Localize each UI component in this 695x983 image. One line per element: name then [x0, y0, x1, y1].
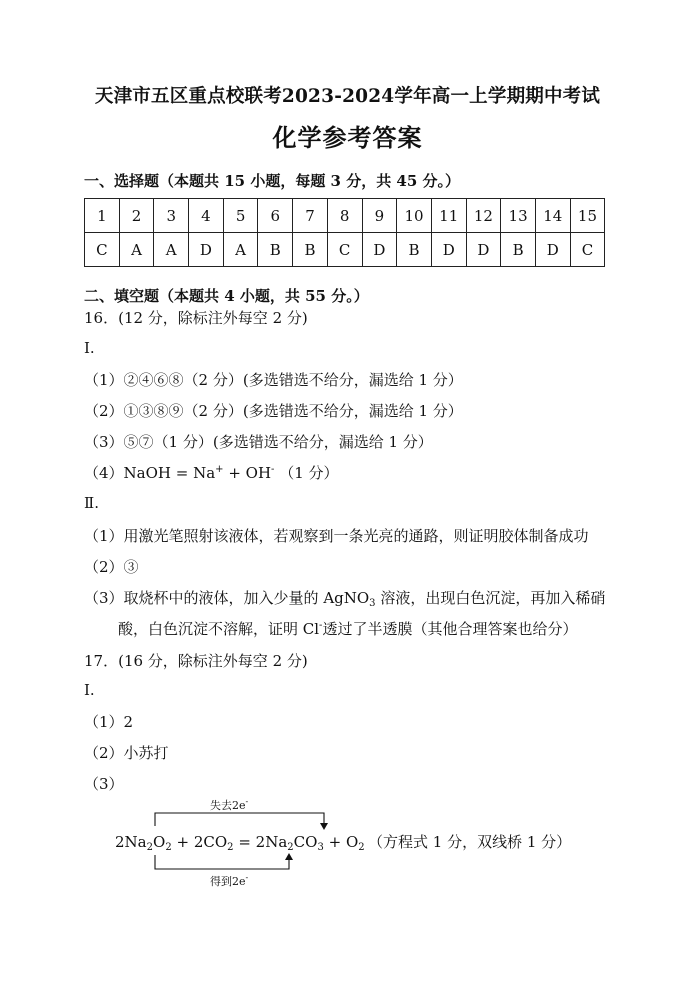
lose-label-text: 失去2e [210, 799, 246, 812]
question-number-cell: 7 [293, 199, 328, 233]
gain-label-sup: - [245, 873, 249, 882]
q16-part2-answer-3-line2 [118, 618, 577, 639]
gain-electrons-label [210, 873, 248, 889]
answer-cell: C [85, 233, 120, 267]
question-number-cell: 2 [119, 199, 154, 233]
q17-part1-label: Ⅰ. [84, 681, 95, 699]
q16-b3-l1-prefix: （3）取烧杯中的液体，加入少量的 AgNO [84, 589, 370, 607]
q16-part1-label: Ⅰ. [84, 339, 95, 357]
lose-electrons-arrow [155, 813, 324, 826]
question-number-cell: 5 [223, 199, 258, 233]
answer-cell: B [258, 233, 293, 267]
answer-cell: D [535, 233, 570, 267]
q16-answer-4 [84, 462, 339, 483]
question-number-cell: 1 [85, 199, 120, 233]
question-number-cell: 3 [154, 199, 189, 233]
answer-cell: D [431, 233, 466, 267]
answer-cell: B [501, 233, 536, 267]
q16-answer-3: （3）⑤⑦（1 分）(多选错选不给分，漏选给 1 分） [84, 433, 433, 451]
section1-heading: 一、选择题（本题共 15 小题，每题 3 分，共 45 分。） [84, 172, 461, 190]
q16-part2-label: Ⅱ. [84, 494, 99, 512]
answer-cell: D [466, 233, 501, 267]
gain-label-text: 得到2e [210, 875, 246, 888]
q16-answer-1: （1）②④⑥⑧（2 分）(多选错选不给分，漏选给 1 分） [84, 371, 463, 389]
lose-label-sup: - [245, 797, 249, 806]
q16-part2-answer-2: （2）③ [84, 558, 139, 576]
gain-electrons-arrow [155, 855, 289, 869]
answer-row [85, 233, 605, 267]
eq-term-co2: $2CO_2$ [193, 833, 234, 853]
q16-a4-plus: + [215, 464, 224, 475]
exam-title: 天津市五区重点校联考2023-2024学年高一上学期期中考试 [94, 86, 601, 107]
answer-cell: B [397, 233, 432, 267]
q17-title: 17．(16 分，除标注外每空 2 分) [84, 652, 308, 670]
answer-cell: B [293, 233, 328, 267]
answer-cell: A [154, 233, 189, 267]
question-number-cell: 12 [466, 199, 501, 233]
q16-part2-answer-1: （1）用激光笔照射该液体，若观察到一条光亮的通路，则证明胶体制备成功 [84, 527, 589, 545]
q16-a4-mid: + OH [223, 464, 272, 482]
q16-title: 16．(12 分，除标注外每空 2 分) [84, 309, 308, 327]
answer-cell: D [189, 233, 224, 267]
answer-cell: C [570, 233, 605, 267]
eq-equals: = [238, 833, 251, 851]
question-number-cell: 4 [189, 199, 224, 233]
question-number-cell: 6 [258, 199, 293, 233]
q16-answer-2: （2）①③⑧⑨（2 分）(多选错选不给分，漏选给 1 分） [84, 402, 463, 420]
question-number-cell: 14 [535, 199, 570, 233]
answer-cell: A [119, 233, 154, 267]
question-number-cell: 10 [397, 199, 432, 233]
question-number-cell: 11 [431, 199, 466, 233]
q16-b3-l1-sub: 3 [369, 598, 376, 609]
eq-term-na2o2: $2Na_2O_2$ [115, 833, 172, 853]
section2-heading: 二、填空题（本题共 4 小题，共 55 分。） [84, 287, 369, 305]
q17-answer-1: （1）2 [84, 713, 134, 731]
equation-scoring-note: （方程式 1 分，双线桥 1 分） [368, 833, 572, 851]
eq-plus-1: + [176, 833, 190, 851]
q16-b3-l2-suffix: 透过了半透膜（其他合理答案也给分） [322, 620, 578, 638]
question-number-cell: 9 [362, 199, 397, 233]
q17-answer-2: （2）小苏打 [84, 744, 169, 762]
eq-plus-2: + [328, 833, 342, 851]
answer-cell: D [362, 233, 397, 267]
eq-term-o2: $O_2$ [345, 833, 365, 853]
q16-a4-minus: - [271, 464, 275, 475]
answer-key-title: 化学参考答案 [272, 123, 423, 152]
question-number-cell: 13 [501, 199, 536, 233]
question-number-cell: 8 [327, 199, 362, 233]
q17-answer-3: （3） [84, 775, 124, 793]
q16-a4-suffix: （1 分） [274, 464, 339, 482]
answer-cell: A [223, 233, 258, 267]
q16-b3-l2-sup: - [319, 620, 323, 631]
answer-table [84, 198, 605, 267]
question-number-cell: 15 [570, 199, 605, 233]
q16-a4-prefix: （4）NaOH = Na [84, 464, 216, 482]
gain-arrow-head [285, 853, 293, 860]
q16-part2-answer-3-line1 [84, 587, 605, 609]
eq-term-na2co3: $2Na_2CO_3$ [255, 833, 324, 853]
question-number-row [85, 199, 605, 233]
lose-arrow-head [320, 823, 328, 830]
q16-b3-l1-suffix: 溶液，出现白色沉淀，再加入稀硝 [375, 589, 606, 607]
answer-cell: C [327, 233, 362, 267]
equation [115, 833, 365, 853]
q16-b3-l2-prefix: 酸，白色沉淀不溶解，证明 Cl [118, 620, 320, 638]
